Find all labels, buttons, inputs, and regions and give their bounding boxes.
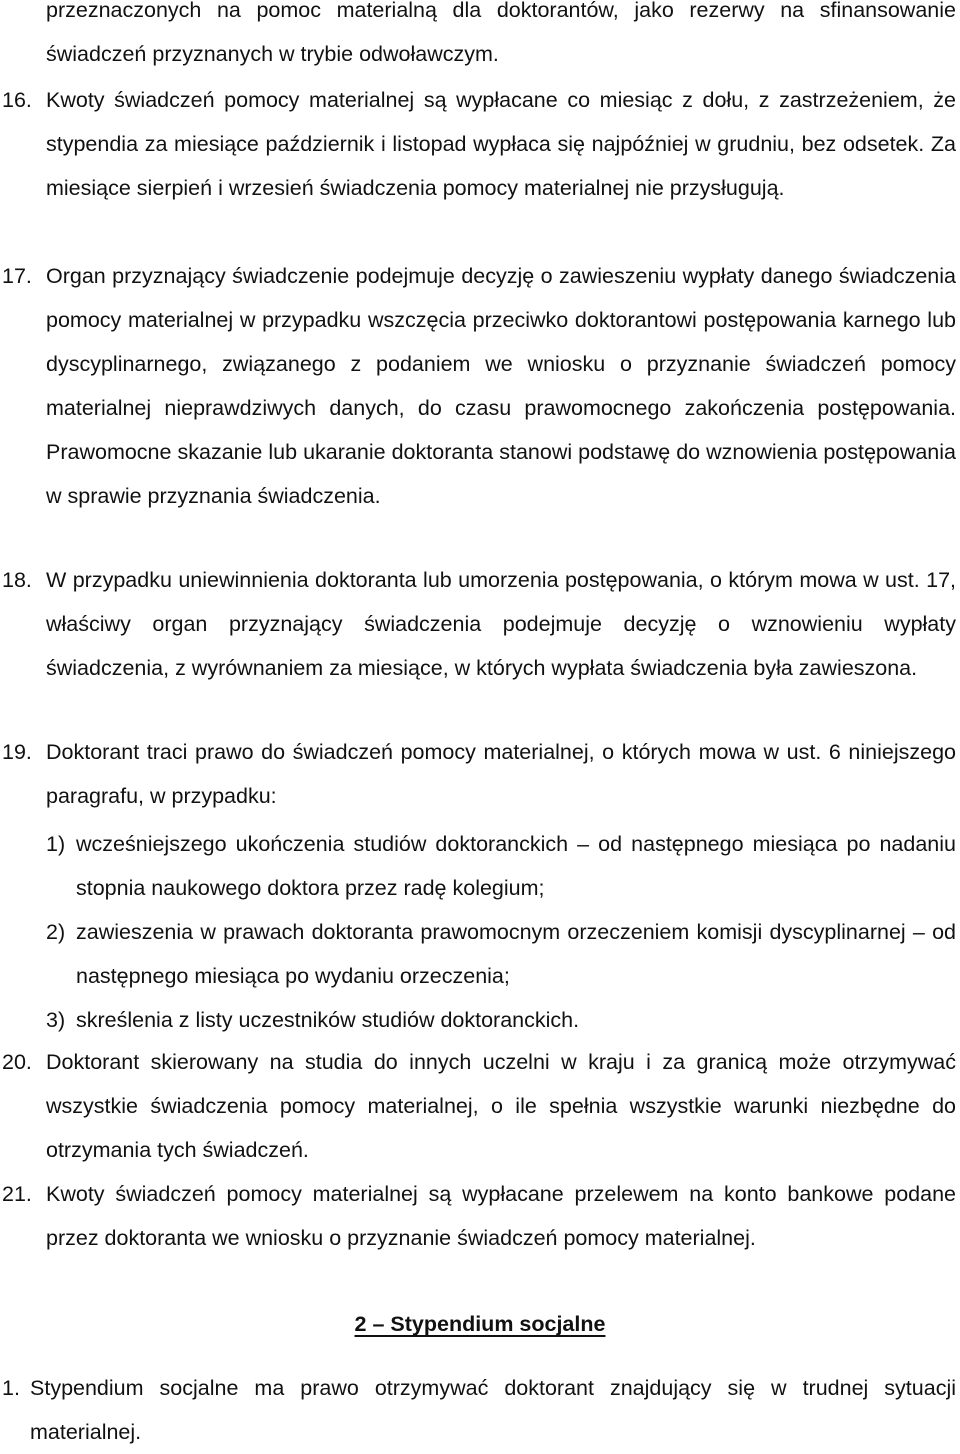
paragraph-16 — [0, 78, 956, 210]
paragraph-number: 20. — [2, 1050, 32, 1074]
paragraph-text: Stypendium socjalne ma prawo otrzymywać doktorant znajdujący się w trudnej sytuacji materialnej. — [30, 1376, 956, 1444]
paragraph-21 — [0, 1172, 956, 1260]
paragraph-number: 21. — [2, 1182, 32, 1206]
sub-item-text: zawieszenia w prawach doktoranta prawomocnym orzeczeniem komisji dyscyplinarnej – od następnego miesiąca po wydaniu orzeczenia; — [76, 920, 956, 988]
paragraph-number: 18. — [2, 568, 32, 592]
sub-item-1 — [46, 822, 956, 910]
paragraph-text: W przypadku uniewinnienia doktoranta lub umorzenia postępowania, o którym mowa w ust. 17, właściwy organ przyznający świadczenia podejmuje decyzję o wznowieniu wypłaty świadczenia, z wyrównaniem za miesiące, w których wypłata świadczenia była zawieszona. — [46, 568, 956, 680]
sub-item-2 — [46, 910, 956, 998]
paragraph-17 — [0, 254, 956, 518]
paragraph-text: Kwoty świadczeń pomocy materialnej są wypłacane co miesiąc z dołu, z zastrzeżeniem, że stypendia za miesiące październik i listopad wypłaca się najpóźniej w grudniu, bez odsetek. Za miesiące sierpień i wrzesień świadczenia pomocy materialnej nie przysługują. — [46, 88, 956, 200]
sub-item-number: 3) — [46, 1008, 66, 1032]
sub-item-text: skreślenia z listy uczestników studiów doktoranckich. — [76, 1008, 580, 1032]
sub-item-number: 1) — [46, 832, 66, 856]
paragraph-text: Doktorant skierowany na studia do innych uczelni w kraju i za granicą może otrzymywać wszystkie świadczenia pomocy materialnej, o ile spełnia wszystkie warunki niezbędne do otrzymania tych świadczeń. — [46, 1050, 956, 1162]
sub-item-number: 2) — [46, 920, 66, 944]
sub-item-3 — [46, 998, 956, 1042]
paragraph-18 — [0, 558, 956, 690]
paragraph-text: Kwoty świadczeń pomocy materialnej są wypłacane przelewem na konto bankowe podane przez doktoranta we wniosku o przyznanie świadczeń pomocy materialnej. — [46, 1182, 956, 1250]
paragraph-number: 1. — [2, 1376, 20, 1400]
section-paragraph-1 — [0, 1366, 956, 1454]
lead-paragraph: przeznaczonych na pomoc materialną dla doktorantów, jako rezerwy na sfinansowanie świadczeń przyznanych w trybie odwoławczym. — [46, 0, 956, 66]
section-heading: 2 – Stypendium socjalne — [354, 1312, 606, 1336]
paragraph-number: 19. — [2, 740, 32, 764]
sub-item-text: wcześniejszego ukończenia studiów doktoranckich – od następnego miesiąca po nadaniu stopnia naukowego doktora przez radę kolegium; — [76, 832, 956, 900]
paragraph-number: 16. — [2, 88, 32, 112]
paragraph-19 — [0, 730, 956, 818]
paragraph-text: Organ przyznający świadczenie podejmuje decyzję o zawieszeniu wypłaty danego świadczenia pomocy materialnej w przypadku wszczęcia przeciwko doktorantowi postępowania karnego lub dyscyplinarnego, związanego z podaniem we wniosku o przyznanie świadczeń pomocy materialnej nieprawdziwych danych, do czasu prawomocnego zakończenia postępowania. Prawomocne skazanie lub ukaranie doktoranta stanowi podstawę do wznowienia postępowania w sprawie przyznania świadczenia. — [46, 264, 956, 508]
paragraph-20 — [0, 1040, 956, 1172]
paragraph-number: 17. — [2, 264, 32, 288]
paragraph-text: Doktorant traci prawo do świadczeń pomocy materialnej, o których mowa w ust. 6 niniejszego paragrafu, w przypadku: — [46, 740, 956, 808]
